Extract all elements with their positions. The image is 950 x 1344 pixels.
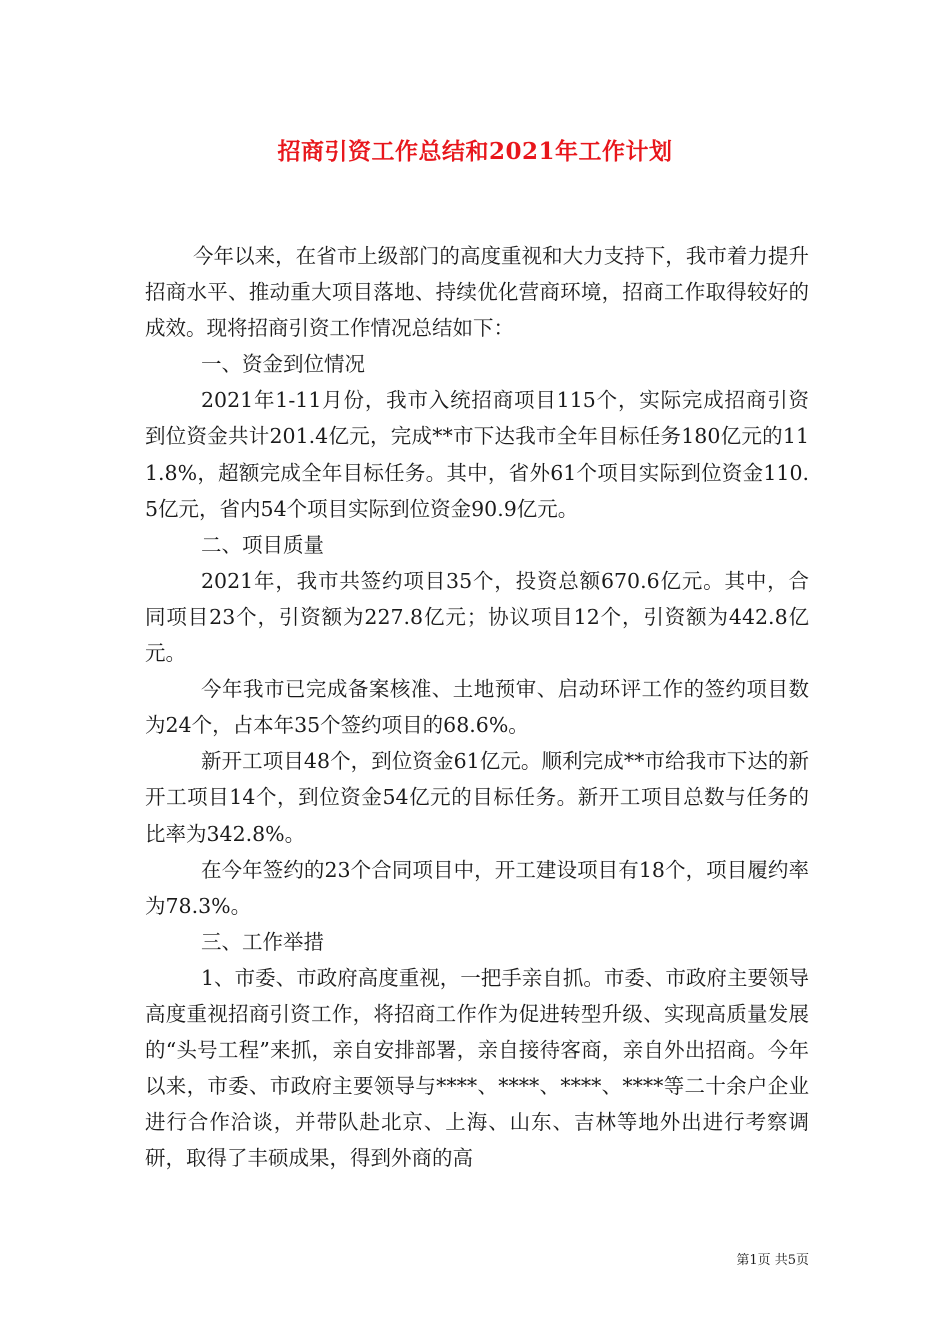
paragraph-funding: 2021年1-11月份，我市入统招商项目115个，实际完成招商引资到位资金共计201.4亿元，完成**市下达我市全年目标任务180亿元的111.8%，超额完成全年目标任务。其中，省外61个项目实际到位资金110.5亿元，省内54个项目实际到位资金90.9亿元。: [145, 388, 809, 521]
document-body: [145, 238, 809, 1176]
section-heading-1: 一、资金到位情况: [201, 352, 365, 377]
section-heading-2: 二、项目质量: [201, 532, 324, 557]
paragraph-signed-projects: 2021年，我市共签约项目35个，投资总额670.6亿元。其中，合同项目23个，引资额为227.8亿元；协议项目12个，引资额为442.8亿元。: [145, 568, 809, 666]
paragraph-performance-rate: 在今年签约的23个合同项目中，开工建设项目有18个，项目履约率为78.3%。: [145, 857, 809, 918]
page-number-footer: 第1页 共5页: [736, 1253, 809, 1268]
paragraph-new-projects: 新开工项目48个，到位资金61亿元。顺利完成**市给我市下达的新开工项目14个，到位资金54亿元的目标任务。新开工项目总数与任务的比率为342.8%。: [145, 749, 809, 846]
section-heading-3: 三、工作举措: [201, 929, 324, 954]
intro-paragraph: 今年以来，在省市上级部门的高度重视和大力支持下，我市着力提升招商水平、推动重大项目落地、持续优化营商环境，招商工作取得较好的成效。现将招商引资工作情况总结如下：: [145, 244, 809, 341]
paragraph-measures-1: 1、市委、市政府高度重视，一把手亲自抓。市委、市政府主要领导高度重视招商引资工作，将招商工作作为促进转型升级、实现高质量发展的“头号工程”来抓，亲自安排部署，亲自接待客商，亲自外出招商。今年以来，市委、市政府主要领导与****、****、****、****等二十余户企业进行合作洽谈，并带队赴北京、上海、山东、吉林等地外出进行考察调研，取得了丰硕成果，得到外商的高: [145, 965, 809, 1171]
document-title: 招商引资工作总结和2021年工作计划: [277, 138, 673, 165]
paragraph-approvals: 今年我市已完成备案核准、土地预审、启动环评工作的签约项目数为24个，占本年35个签约项目的68.6%。: [145, 677, 809, 738]
